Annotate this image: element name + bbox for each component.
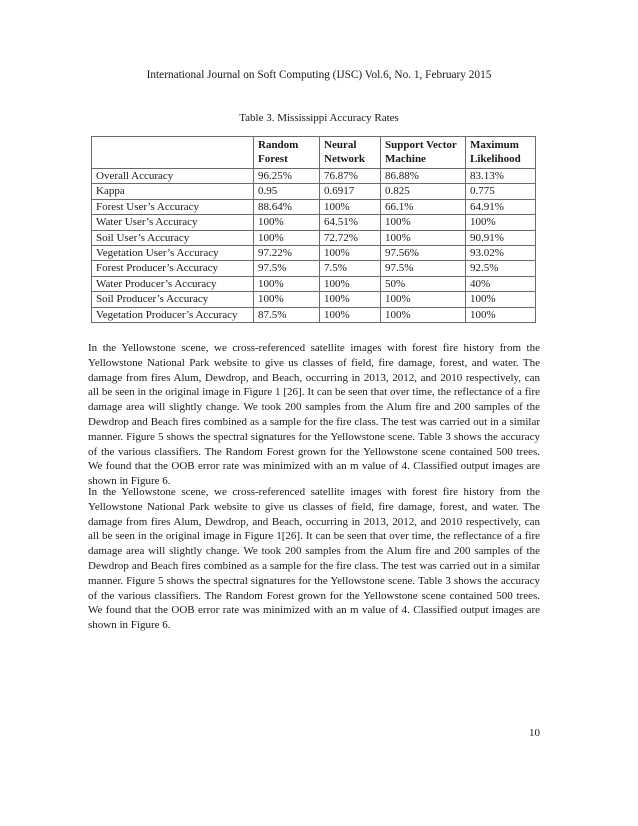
row-label-cell: Forest Producer’s Accuracy — [92, 261, 254, 276]
table-row — [92, 215, 536, 230]
value-cell: 40% — [466, 276, 536, 291]
value-cell: 0.95 — [254, 184, 320, 199]
value-cell: 100% — [466, 292, 536, 307]
running-header: International Journal on Soft Computing (IJSC) Vol.6, No. 1, February 2015 — [146, 69, 492, 81]
table-row — [92, 245, 536, 260]
header-cell-random-forest — [254, 137, 320, 169]
table-header-row — [92, 137, 536, 169]
table-body — [92, 169, 536, 323]
value-cell: 96.25% — [254, 169, 320, 184]
value-cell: 100% — [466, 215, 536, 230]
header-line: Forest — [258, 153, 288, 165]
table-caption: Table 3. Mississippi Accuracy Rates — [239, 112, 399, 124]
value-cell: 100% — [254, 215, 320, 230]
value-cell: 0.6917 — [320, 184, 381, 199]
row-label-cell: Vegetation Producer’s Accuracy — [92, 307, 254, 322]
value-cell: 100% — [320, 292, 381, 307]
body-paragraph-2: In the Yellowstone scene, we cross-referenced satellite images with forest fire history from the Yellowstone National Park website to give us classes of field, fire damage, forest, and water. The damage from fires Alum, Dewdrop, and Beach, occurring in 2013, 2012, and 2010 respectively, can all be seen in the original image in Figure 1[26]. It can be seen that over time, the reflectance of a fire damage area will slightly change. We took 200 samples from the Alum fire and 200 samples of the Dewdrop and Beach fires combined as a sample for the fire class. The test was carried out in a similar manner. Figure 5 shows the spectral signatures for the Yellowstone scene. Table 3 shows the accuracy of the various classifiers. The Random Forest grown for the Yellowstone scene contained 500 trees. We found that the OOB error rate was minimized with an m value of 4. Classified output images are shown in Figure 6. — [88, 486, 540, 632]
table-row — [92, 199, 536, 214]
value-cell: 88.64% — [254, 199, 320, 214]
value-cell: 93.02% — [466, 245, 536, 260]
value-cell: 100% — [381, 307, 466, 322]
value-cell: 92.5% — [466, 261, 536, 276]
value-cell: 100% — [254, 230, 320, 245]
value-cell: 7.5% — [320, 261, 381, 276]
value-cell: 86.88% — [381, 169, 466, 184]
value-cell: 64.51% — [320, 215, 381, 230]
value-cell: 97.5% — [381, 261, 466, 276]
header-line: Support Vector — [385, 139, 457, 151]
page-number: 10 — [529, 727, 540, 739]
value-cell: 72.72% — [320, 230, 381, 245]
value-cell: 0.775 — [466, 184, 536, 199]
value-cell: 50% — [381, 276, 466, 291]
table-row — [92, 184, 536, 199]
header-line: Likelihood — [470, 153, 521, 165]
value-cell: 100% — [320, 199, 381, 214]
header-line: Random — [258, 139, 299, 151]
header-cell-maximum-likelihood — [466, 137, 536, 169]
value-cell: 97.56% — [381, 245, 466, 260]
header-line: Neural — [324, 139, 357, 151]
value-cell: 87.5% — [254, 307, 320, 322]
value-cell: 100% — [254, 276, 320, 291]
value-cell: 97.5% — [254, 261, 320, 276]
value-cell: 90.91% — [466, 230, 536, 245]
table-row — [92, 276, 536, 291]
table-row — [92, 307, 536, 322]
accuracy-table — [91, 136, 536, 323]
value-cell: 83.13% — [466, 169, 536, 184]
value-cell: 100% — [320, 276, 381, 291]
row-label-cell: Overall Accuracy — [92, 169, 254, 184]
value-cell: 100% — [381, 292, 466, 307]
row-label-cell: Soil Producer’s Accuracy — [92, 292, 254, 307]
row-label-cell: Forest User’s Accuracy — [92, 199, 254, 214]
table-row — [92, 169, 536, 184]
row-label-cell: Water User’s Accuracy — [92, 215, 254, 230]
header-cell-support-vector-machine — [381, 137, 466, 169]
table-row — [92, 292, 536, 307]
value-cell: 100% — [466, 307, 536, 322]
value-cell: 76.87% — [320, 169, 381, 184]
value-cell: 100% — [381, 215, 466, 230]
row-label-cell: Soil User’s Accuracy — [92, 230, 254, 245]
header-line: Network — [324, 153, 365, 165]
body-paragraph-1: In the Yellowstone scene, we cross-referenced satellite images with forest fire history from the Yellowstone National Park website to give us classes of field, fire damage, forest, and water. The damage from fires Alum, Dewdrop, and Beach, occurring in 2013, 2012, and 2010 respectively, can all be seen in the original image in Figure 1 [26]. It can be seen that over time, the reflectance of a fire damage area will slightly change. We took 200 samples from the Alum fire and 200 samples of the Dewdrop and Beach fires combined as a sample for the fire class. The test was carried out in a similar manner. Figure 5 shows the spectral signatures for the Yellowstone scene. Table 3 shows the accuracy of the various classifiers. The Random Forest grown for the Yellowstone scene contained 500 trees. We found that the OOB error rate was minimized with an m value of 4. Classified output images are shown in Figure 6. — [88, 342, 540, 488]
header-line: Maximum — [470, 139, 519, 151]
value-cell: 66.1% — [381, 199, 466, 214]
row-label-cell: Vegetation User’s Accuracy — [92, 245, 254, 260]
header-line: Machine — [385, 153, 426, 165]
row-label-cell: Kappa — [92, 184, 254, 199]
value-cell: 97.22% — [254, 245, 320, 260]
value-cell: 0.825 — [381, 184, 466, 199]
table-row — [92, 230, 536, 245]
table-row — [92, 261, 536, 276]
value-cell: 100% — [320, 245, 381, 260]
value-cell: 100% — [381, 230, 466, 245]
value-cell: 100% — [320, 307, 381, 322]
value-cell: 64.91% — [466, 199, 536, 214]
row-label-cell: Water Producer’s Accuracy — [92, 276, 254, 291]
value-cell: 100% — [254, 292, 320, 307]
header-cell-blank — [92, 137, 254, 169]
header-cell-neural-network — [320, 137, 381, 169]
